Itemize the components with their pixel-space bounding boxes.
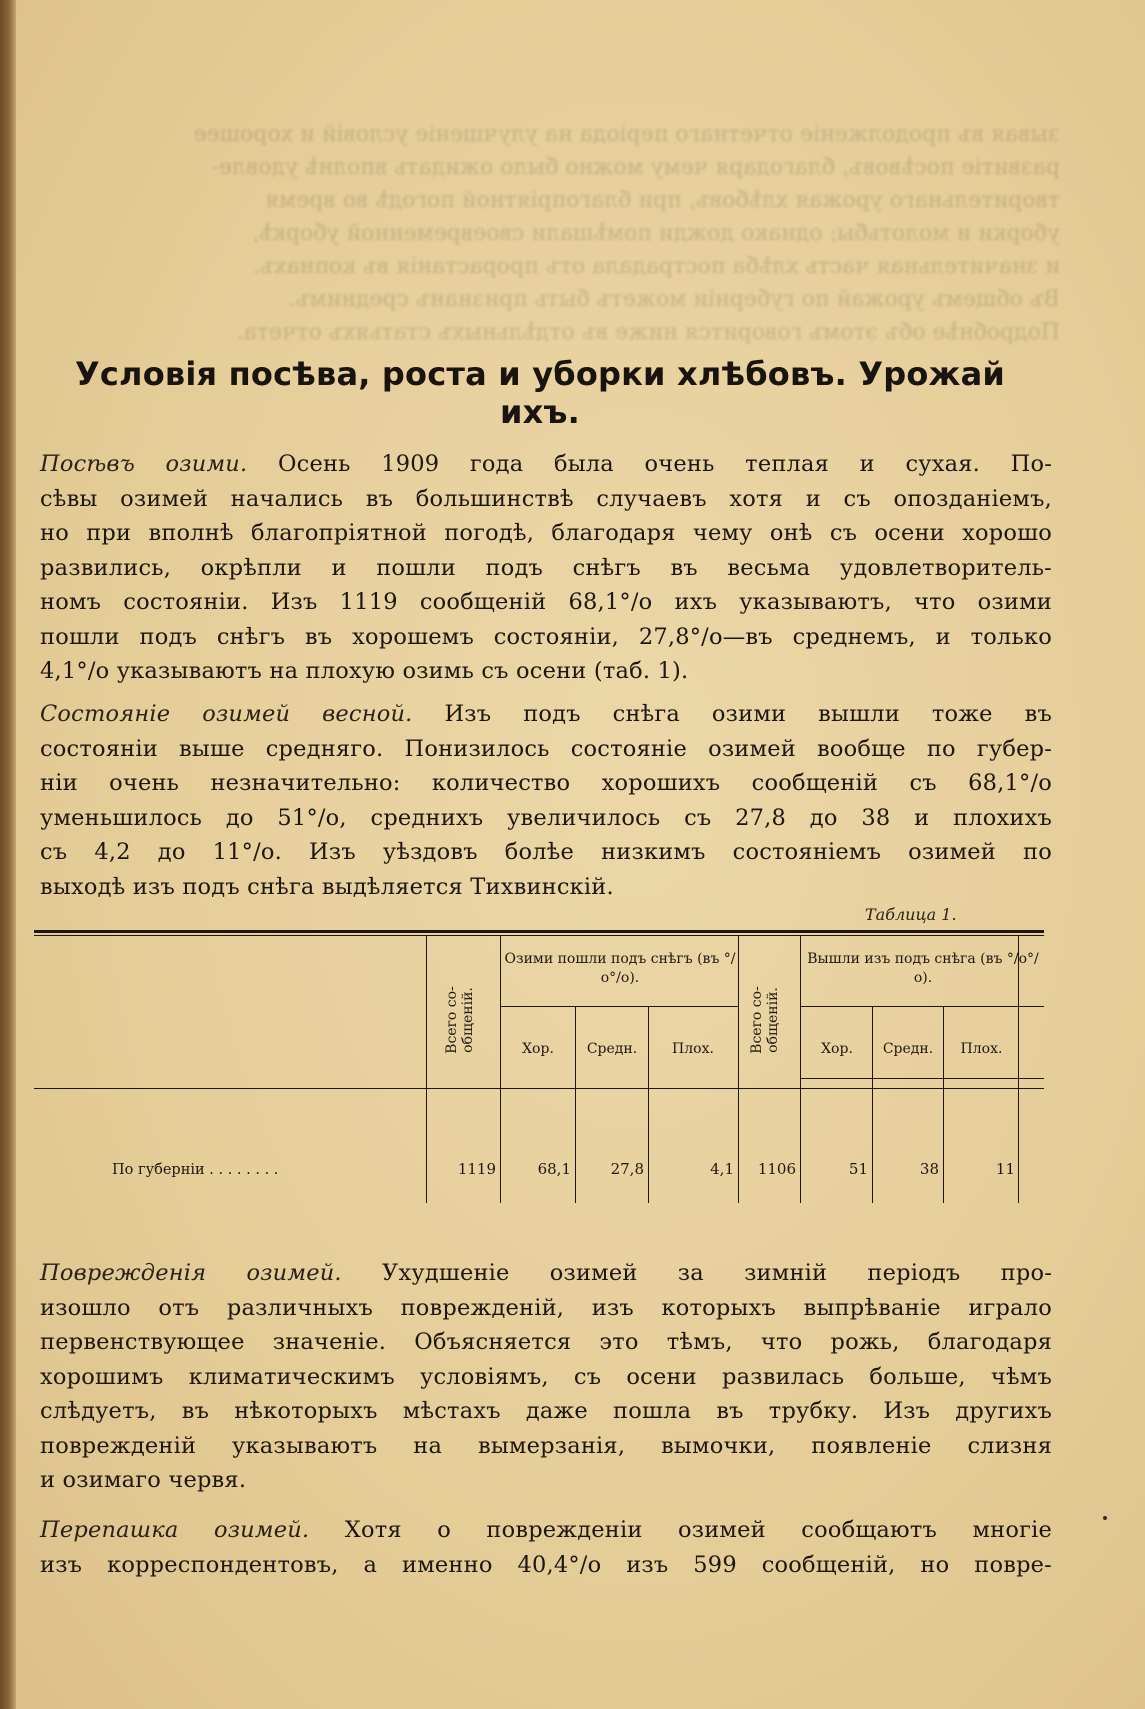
show-through-text: зывая въ продолженіе отчетнаго періода на улучшеніе условій и хорошее развитіе посѣвовъ, благодаря чему можно было ожидать вполнѣ удовле- творительнаго урожая хлѣбовъ, при благопріятной погодѣ во время уборки и молотьбы; однако дожди помѣшали своевременной уборкѣ, и значительная часть хлѣба пострадала отъ прорастанія въ копнахъ. Въ общемъ урожай по губерніи можетъ быть признанъ среднимъ. Подробнѣе объ этомъ говорится ниже въ отдѣльныхъ статьяхъ отчета.: [193, 122, 1060, 345]
header-total-autumn: Всего со-общеній.: [444, 986, 476, 1054]
book-binding-edge: [0, 0, 16, 1709]
data-table: [34, 930, 1044, 1210]
header-group-spring: Вышли изъ подъ снѣга (въ °/о°/о).: [807, 951, 1039, 986]
table-rule-top-thin: [34, 935, 1044, 936]
paragraph-sowing-winter: Посѣвъ озими. Осень 1909 года была очень теплая и сухая. По- сѣвы озимей начались въ большинствѣ случаевъ хотя и съ опозданіемъ, но при вполнѣ благопріятной погодѣ, благодаря чему онѣ съ осени хорошо развились, окрѣпли и пошли подъ снѣгъ въ весьма удовлетворитель- номъ состояніи. Изъ 1119 сообщеній 68,1°/о ихъ указываютъ, что озими пошли подъ снѣгъ въ хорошемъ состояніи, 27,8°/о—въ среднемъ, и только 4,1°/о указываютъ на плохую озимь съ осени (таб. 1).: [40, 451, 1052, 684]
table-caption: Таблица 1.: [865, 905, 957, 924]
cell-bad-spring: 11: [995, 1160, 1015, 1178]
paragraph-lead: Перепашка озимей.: [40, 1517, 310, 1543]
page-title: Условія посѣва, роста и уборки хлѣбовъ. Урожай ихъ.: [75, 355, 1005, 431]
header-total-spring: Всего со-общеній.: [749, 986, 781, 1054]
table-rule-header: [34, 1088, 1044, 1089]
table-rule-group-autumn: [501, 1006, 738, 1007]
header-mid-spring: Средн.: [882, 1041, 934, 1057]
cell-total-spring: 1106: [757, 1160, 796, 1178]
table-rule-top: [34, 930, 1044, 933]
table-rule-group-spring: [801, 1006, 1044, 1007]
cell-good-spring: 51: [848, 1160, 868, 1178]
cell-good-autumn: 68,1: [537, 1160, 571, 1178]
paragraph-spring-state: Состояніе озимей весной. Изъ подъ снѣга озими вышли тоже въ состояніи выше средняго. Понизилось состояніе озимей вообще по губер- ніи очень незначительно: количество хорошихъ сообщеній съ 68,1°/о уменьшилось до 51°/о, среднихъ увеличилось съ 27,8 до 38 и плохихъ съ 4,2 до 11°/о. Изъ уѣздовъ болѣе низкимъ состояніемъ озимей по выходѣ изъ подъ снѣга выдѣляется Тихвинскій.: [40, 701, 1053, 900]
table-rule-sub-spring: [801, 1078, 1044, 1079]
header-good-autumn: Хор.: [522, 1041, 554, 1057]
header-group-autumn: Озими пошли подъ снѣгъ (въ °/о°/о).: [504, 951, 736, 986]
ink-speck: [1103, 1516, 1107, 1520]
cell-total-autumn: 1119: [457, 1160, 496, 1178]
paragraph-lead: Посѣвъ озими.: [40, 451, 248, 477]
paragraph-replowing: Перепашка озимей. Хотя о поврежденіи озимей сообщаютъ многіе изъ корреспондентовъ, а именно 40,4°/о изъ 599 сообщеній, но повре-: [40, 1517, 1052, 1578]
header-bad-spring: Плох.: [960, 1041, 1003, 1057]
row-label: По губерніи . . . . . . . .: [112, 1162, 279, 1178]
cell-bad-autumn: 4,1: [710, 1160, 734, 1178]
paragraph-damage: Поврежденія озимей. Ухудшеніе озимей за зимній періодъ про- изошло отъ различныхъ поврежденій, изъ которыхъ выпрѣваніе играло первенствующее значеніе. Объясняется это тѣмъ, что рожь, благодаря хорошимъ климатическимъ условіямъ, съ осени развилась больше, чѣмъ слѣдуетъ, въ нѣкоторыхъ мѣстахъ даже пошла въ трубку. Изъ другихъ поврежденій указываютъ на вымерзанія, вымочки, появленіе слизня и озимаго червя.: [40, 1260, 1052, 1493]
header-mid-autumn: Средн.: [586, 1041, 638, 1057]
header-bad-autumn: Плох.: [672, 1041, 714, 1057]
paragraph-lead: Поврежденія озимей.: [40, 1260, 342, 1286]
cell-mid-autumn: 27,8: [610, 1160, 644, 1178]
cell-mid-spring: 38: [919, 1160, 939, 1178]
paragraph-lead: Состояніе озимей весной.: [40, 701, 413, 727]
header-good-spring: Хор.: [821, 1041, 853, 1057]
